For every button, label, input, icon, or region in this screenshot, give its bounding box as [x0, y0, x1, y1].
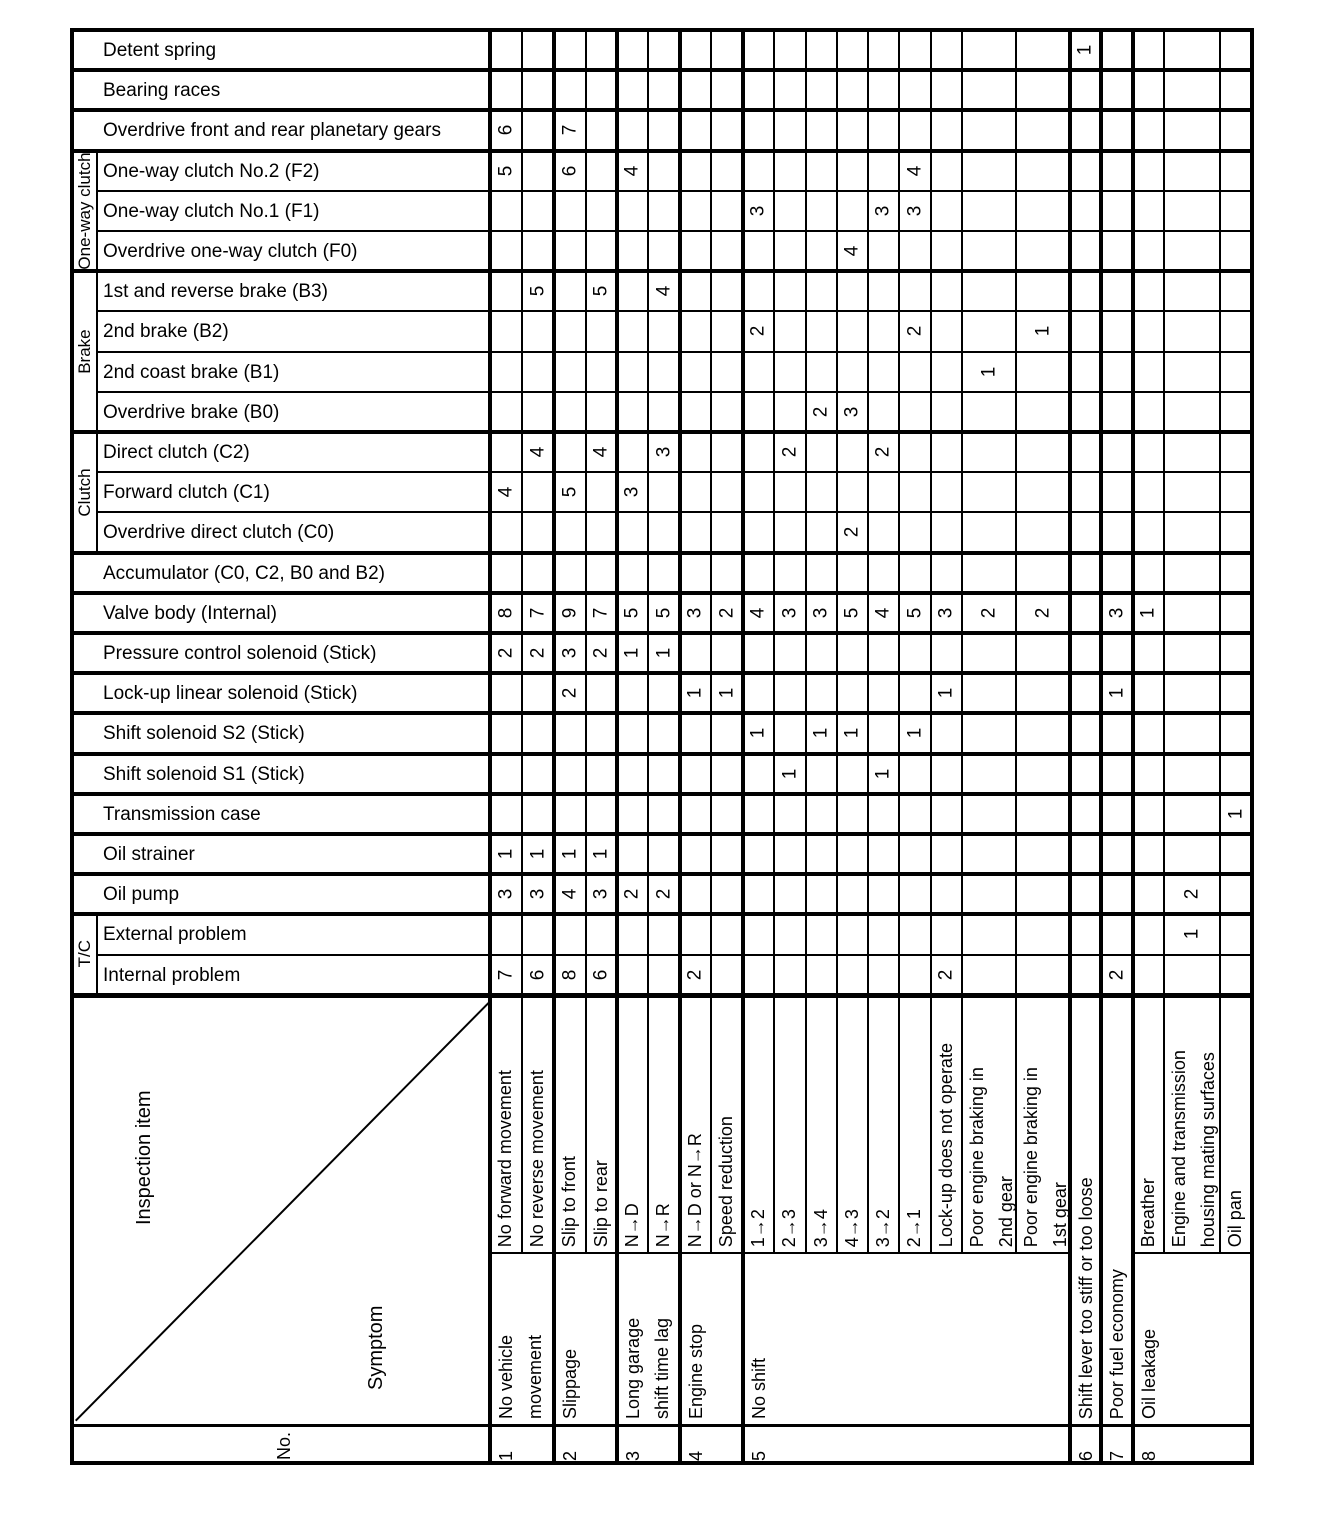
rank-cell: [522, 432, 554, 472]
inspection-item-label: 1st and reverse brake (B3): [103, 281, 328, 303]
inspection-item-label: Lock-up linear solenoid (Stick): [103, 683, 358, 705]
rank-cell: [1133, 593, 1164, 633]
rank-value: 1: [1105, 687, 1127, 699]
inspection-item-label: Overdrive direct clutch (C0): [103, 522, 335, 544]
rank-value: 4: [526, 446, 548, 458]
sub-symptom-label: Lock-up does not operate: [936, 1042, 956, 1247]
inspection-item-label: One-way clutch No.2 (F2): [103, 160, 320, 182]
rank-cell: [490, 593, 522, 633]
symptom-number: 8: [1139, 1450, 1159, 1461]
rank-cell: [806, 593, 837, 633]
inspection-item-label: Forward clutch (C1): [103, 482, 270, 504]
grid-line: [72, 551, 1252, 555]
rank-cell: [962, 593, 1016, 633]
rank-value: 2: [526, 647, 548, 659]
symptom-label: Engine stop: [686, 1323, 706, 1419]
rank-value: 4: [747, 607, 769, 619]
rank-cell: [617, 151, 648, 191]
rank-value: 1: [977, 366, 999, 377]
grid-line: [97, 351, 1252, 353]
sub-symptom-label: Slip to front: [559, 1155, 579, 1247]
rank-value: 1: [652, 647, 674, 659]
grid-line: [97, 391, 1252, 393]
rank-value: 9: [558, 607, 580, 619]
sub-symptom-label: 4→3: [842, 1208, 862, 1247]
rank-cell: [586, 593, 617, 633]
rank-value: 7: [526, 607, 548, 619]
sub-symptom-label: N→R: [653, 1202, 673, 1247]
inspection-item-label: Overdrive one-way clutch (F0): [103, 241, 358, 262]
rank-cell: [586, 955, 617, 995]
rank-value: 3: [590, 888, 612, 900]
inspection-item-label: Overdrive front and rear planetary gears: [103, 120, 441, 142]
rank-cell: [837, 713, 868, 753]
rank-cell: [743, 713, 774, 753]
inspection-item-label: One-way clutch No.1 (F1): [103, 200, 320, 222]
inspection-item-label: Overdrive brake (B0): [103, 401, 280, 423]
rank-cell: [899, 151, 931, 191]
rank-value: 2: [935, 969, 957, 980]
rank-cell: [617, 472, 648, 512]
grid-line: [96, 914, 98, 994]
symptom-label: Poor fuel economy: [1107, 1268, 1127, 1419]
sub-symptom-label: Poor engine braking in 2nd gear: [967, 1066, 1016, 1247]
grid-line: [1219, 30, 1221, 995]
rank-cell: [1070, 30, 1101, 70]
symptom-number: 5: [749, 1450, 769, 1461]
symptom-label: No shift: [749, 1357, 769, 1419]
rank-value: 5: [621, 607, 643, 619]
rank-value: 3: [558, 647, 580, 659]
rank-cell: [490, 472, 522, 512]
rank-value: 2: [778, 446, 800, 458]
rank-value: 2: [810, 406, 832, 418]
rank-value: 1: [1137, 607, 1159, 619]
rank-cell: [899, 311, 931, 351]
rank-cell: [743, 191, 774, 231]
symptom-number: 1: [496, 1450, 516, 1461]
rank-cell: [1164, 914, 1220, 954]
rank-cell: [837, 593, 868, 633]
rank-cell: [1164, 874, 1220, 914]
rank-cell: [586, 633, 617, 673]
rank-value: 4: [652, 285, 674, 297]
rank-cell: [554, 874, 586, 914]
grid-line: [97, 230, 1252, 232]
grid-line: [96, 432, 98, 553]
rank-value: 7: [558, 125, 580, 136]
rank-value: 3: [1105, 607, 1127, 619]
rank-cell: [962, 352, 1016, 392]
sub-symptom-label: No forward movement: [495, 1069, 515, 1247]
rank-value: 1: [841, 728, 863, 739]
rank-cell: [522, 955, 554, 995]
rank-value: 3: [903, 205, 925, 217]
rank-cell: [617, 874, 648, 914]
inspection-item-label: 2nd coast brake (B1): [103, 361, 280, 383]
rank-cell: [648, 633, 680, 673]
rank-value: 3: [872, 205, 894, 217]
rank-value: 2: [977, 607, 999, 619]
grid-line: [710, 30, 712, 995]
rank-cell: [837, 512, 868, 552]
rank-value: 2: [1031, 607, 1053, 619]
rank-cell: [931, 673, 962, 713]
inspection-item-header: Inspection item: [133, 1090, 155, 1225]
rank-value: 1: [810, 728, 832, 739]
rank-value: 4: [558, 888, 580, 900]
rank-value: 5: [652, 607, 674, 619]
rank-value: 1: [1224, 808, 1246, 820]
rank-value: 2: [684, 969, 706, 980]
no-header: No.: [274, 1431, 294, 1460]
rank-cell: [586, 432, 617, 472]
sub-symptom-label: 2→1: [904, 1208, 924, 1247]
grid-line: [72, 711, 1252, 715]
inspection-item-label: 2nd brake (B2): [103, 321, 229, 343]
inspection-item-label: Direct clutch (C2): [103, 442, 250, 463]
rank-cell: [554, 633, 586, 673]
rank-cell: [1016, 311, 1070, 351]
sub-symptom-label: Poor engine braking in 1st gear: [1021, 1066, 1070, 1247]
symptom-label: Oil leakage: [1139, 1328, 1159, 1419]
rank-cell: [586, 271, 617, 311]
grid-line: [1133, 1252, 1252, 1254]
grid-line: [96, 151, 98, 272]
rank-cell: [868, 593, 899, 633]
rank-value: 7: [494, 969, 516, 980]
grid-line: [773, 30, 775, 995]
rank-value: 1: [935, 687, 957, 699]
symptom-number: 6: [1076, 1450, 1096, 1461]
rank-value: 6: [494, 125, 516, 136]
rank-value: 5: [526, 285, 548, 297]
sub-symptom-label: 2→3: [779, 1208, 799, 1247]
inspection-item-label: Detent spring: [103, 40, 217, 61]
rank-cell: [522, 593, 554, 633]
inspection-item-label: Oil strainer: [103, 844, 195, 865]
rank-value: 1: [590, 848, 612, 860]
rank-value: 6: [590, 969, 612, 980]
rank-cell: [743, 311, 774, 351]
rank-value: 4: [494, 486, 516, 498]
rank-cell: [837, 231, 868, 271]
symptom-label: No vehicle movement: [496, 1334, 545, 1419]
rank-value: 4: [621, 165, 643, 176]
rank-value: 4: [872, 607, 894, 619]
rank-cell: [774, 432, 806, 472]
grid-line: [1068, 30, 1072, 995]
grid-line: [72, 1424, 1252, 1427]
rank-cell: [522, 834, 554, 874]
rank-cell: [899, 191, 931, 231]
sub-symptom-label: Oil pan: [1225, 1189, 1245, 1247]
rank-cell: [554, 673, 586, 713]
rank-value: 2: [841, 527, 863, 538]
grid-line: [97, 511, 1252, 513]
grid-line: [72, 832, 1252, 836]
inspection-item-label: Oil pump: [103, 884, 180, 906]
rank-cell: [868, 754, 899, 794]
rank-cell: [522, 874, 554, 914]
rank-value: 3: [810, 607, 832, 619]
rank-cell: [490, 633, 522, 673]
rank-value: 5: [558, 486, 580, 498]
rank-cell: [837, 392, 868, 432]
rank-value: 3: [841, 406, 863, 418]
grid-line: [741, 30, 745, 995]
rank-cell: [490, 834, 522, 874]
rank-value: 1: [872, 768, 894, 779]
inspection-item-label: Transmission case: [103, 803, 261, 825]
rank-value: 1: [778, 768, 800, 779]
rank-value: 3: [935, 607, 957, 619]
rank-cell: [490, 110, 522, 150]
rank-value: 5: [903, 607, 925, 619]
item-group-label: Clutch: [75, 468, 94, 517]
rank-value: 1: [715, 687, 737, 699]
rank-cell: [554, 593, 586, 633]
inspection-item-label: External problem: [103, 924, 247, 946]
grid-line: [1163, 30, 1165, 995]
item-group-label: T/C: [75, 940, 94, 969]
rank-value: 3: [747, 205, 769, 217]
rank-value: 2: [558, 687, 580, 699]
rank-cell: [554, 834, 586, 874]
rank-cell: [617, 593, 648, 633]
rank-cell: [648, 593, 680, 633]
item-group-label: Brake: [75, 329, 94, 374]
grid-line: [70, 1461, 1254, 1465]
rank-cell: [743, 593, 774, 633]
rank-value: 4: [841, 245, 863, 257]
rank-cell: [490, 151, 522, 191]
grid-line: [805, 30, 807, 995]
rank-value: 1: [1031, 326, 1053, 337]
rank-value: 1: [684, 687, 706, 699]
grid-line: [961, 30, 963, 995]
symptom-header: Symptom: [365, 1305, 387, 1390]
inspection-item-label: Shift solenoid S1 (Stick): [103, 763, 305, 785]
sub-symptom-label: Engine and transmission housing mating surfaces: [1169, 1049, 1218, 1247]
rank-cell: [680, 673, 711, 713]
rank-cell: [1101, 593, 1133, 633]
rank-value: 8: [558, 969, 580, 980]
rank-cell: [774, 754, 806, 794]
rank-cell: [899, 593, 931, 633]
rank-cell: [711, 673, 743, 713]
sub-symptom-label: Slip to rear: [591, 1159, 611, 1247]
rank-cell: [648, 874, 680, 914]
symptom-label: Shift lever too stiff or too loose: [1076, 1177, 1096, 1419]
sub-symptom-label: N→D or N→R: [685, 1132, 705, 1247]
grid-line: [743, 1252, 1070, 1254]
inspection-item-label: Pressure control solenoid (Stick): [103, 643, 377, 664]
rank-value: 3: [621, 486, 643, 498]
rank-value: 4: [903, 165, 925, 176]
rank-value: 2: [1180, 888, 1202, 900]
rank-cell: [490, 874, 522, 914]
sub-symptom-label: No reverse movement: [527, 1069, 547, 1247]
grid-line: [1099, 30, 1103, 995]
inspection-item-label: Shift solenoid S2 (Stick): [103, 723, 305, 745]
rank-value: 5: [841, 607, 863, 619]
rank-value: 2: [590, 647, 612, 659]
rank-value: 1: [494, 848, 516, 860]
sub-symptom-label: 3→4: [811, 1208, 831, 1247]
symptom-number: 2: [560, 1450, 580, 1461]
grid-line: [1250, 28, 1254, 1465]
rank-cell: [711, 593, 743, 633]
item-group-label: One-way clutch: [75, 152, 94, 270]
rank-cell: [1101, 673, 1133, 713]
symptom-number: 3: [623, 1450, 643, 1461]
grid-line: [97, 954, 1252, 956]
rank-value: 1: [558, 848, 580, 860]
rank-value: 3: [494, 888, 516, 900]
grid-line: [72, 993, 1252, 998]
inspection-item-label: Valve body (Internal): [103, 602, 277, 624]
rank-value: 2: [1105, 969, 1127, 980]
sub-symptom-label: 1→2: [748, 1208, 768, 1247]
rank-value: 4: [590, 446, 612, 458]
rank-cell: [680, 955, 711, 995]
grid-line: [678, 30, 682, 995]
rank-value: 8: [494, 607, 516, 619]
rank-cell: [490, 955, 522, 995]
rank-cell: [554, 151, 586, 191]
rank-value: 1: [1074, 44, 1096, 56]
rank-value: 1: [1180, 929, 1202, 940]
rank-cell: [868, 432, 899, 472]
rank-cell: [1220, 794, 1252, 834]
inspection-item-label: Bearing races: [103, 80, 221, 102]
rank-cell: [648, 432, 680, 472]
sub-symptom-label: Breather: [1138, 1177, 1158, 1247]
rank-value: 1: [903, 728, 925, 739]
rank-value: 1: [621, 647, 643, 659]
rank-value: 2: [652, 888, 674, 900]
sub-symptom-label: Speed reduction: [716, 1115, 736, 1247]
grid-line: [1131, 30, 1135, 995]
rank-cell: [648, 271, 680, 311]
rank-cell: [774, 593, 806, 633]
rank-value: 3: [526, 888, 548, 900]
symptom-number: 7: [1107, 1450, 1127, 1461]
rank-value: 7: [590, 607, 612, 619]
grid-line: [72, 108, 1252, 112]
rank-cell: [586, 874, 617, 914]
rank-value: 3: [684, 607, 706, 619]
rank-cell: [1016, 593, 1070, 633]
symptom-number: 4: [686, 1450, 706, 1461]
grid-line: [72, 149, 1252, 153]
grid-line: [97, 190, 1252, 192]
rank-cell: [586, 834, 617, 874]
rank-cell: [522, 633, 554, 673]
rank-value: 6: [526, 969, 548, 980]
rank-cell: [554, 110, 586, 150]
rank-cell: [806, 713, 837, 753]
rank-cell: [680, 593, 711, 633]
rank-value: 3: [652, 446, 674, 458]
rank-cell: [931, 955, 962, 995]
rank-cell: [899, 713, 931, 753]
rank-cell: [868, 191, 899, 231]
grid-line: [72, 792, 1252, 796]
sub-symptom-label: N→D: [622, 1202, 642, 1247]
grid-line: [96, 271, 98, 432]
inspection-item-label: Internal problem: [103, 964, 241, 986]
rank-value: 2: [747, 326, 769, 337]
rank-value: 1: [526, 848, 548, 860]
rank-cell: [522, 271, 554, 311]
rank-value: 2: [903, 326, 925, 337]
rank-value: 2: [621, 888, 643, 900]
rank-cell: [554, 472, 586, 512]
rank-value: 2: [872, 446, 894, 458]
grid-line: [72, 752, 1252, 756]
rank-cell: [1101, 955, 1133, 995]
rank-value: 2: [494, 647, 516, 659]
rank-value: 1: [747, 728, 769, 739]
inspection-item-label: Accumulator (C0, C2, B0 and B2): [103, 562, 385, 584]
rank-cell: [931, 593, 962, 633]
symptom-label: Long garage shift time lag: [623, 1317, 672, 1419]
rank-cell: [617, 633, 648, 673]
grid-line: [1015, 30, 1017, 995]
rank-value: 5: [494, 165, 516, 176]
sub-symptom-label: 3→2: [873, 1208, 893, 1247]
rank-cell: [554, 955, 586, 995]
symptom-label: Slippage: [560, 1348, 580, 1419]
rank-value: 2: [715, 607, 737, 619]
rank-value: 6: [558, 165, 580, 176]
rank-value: 5: [590, 285, 612, 297]
rank-cell: [806, 392, 837, 432]
rank-value: 3: [778, 607, 800, 619]
